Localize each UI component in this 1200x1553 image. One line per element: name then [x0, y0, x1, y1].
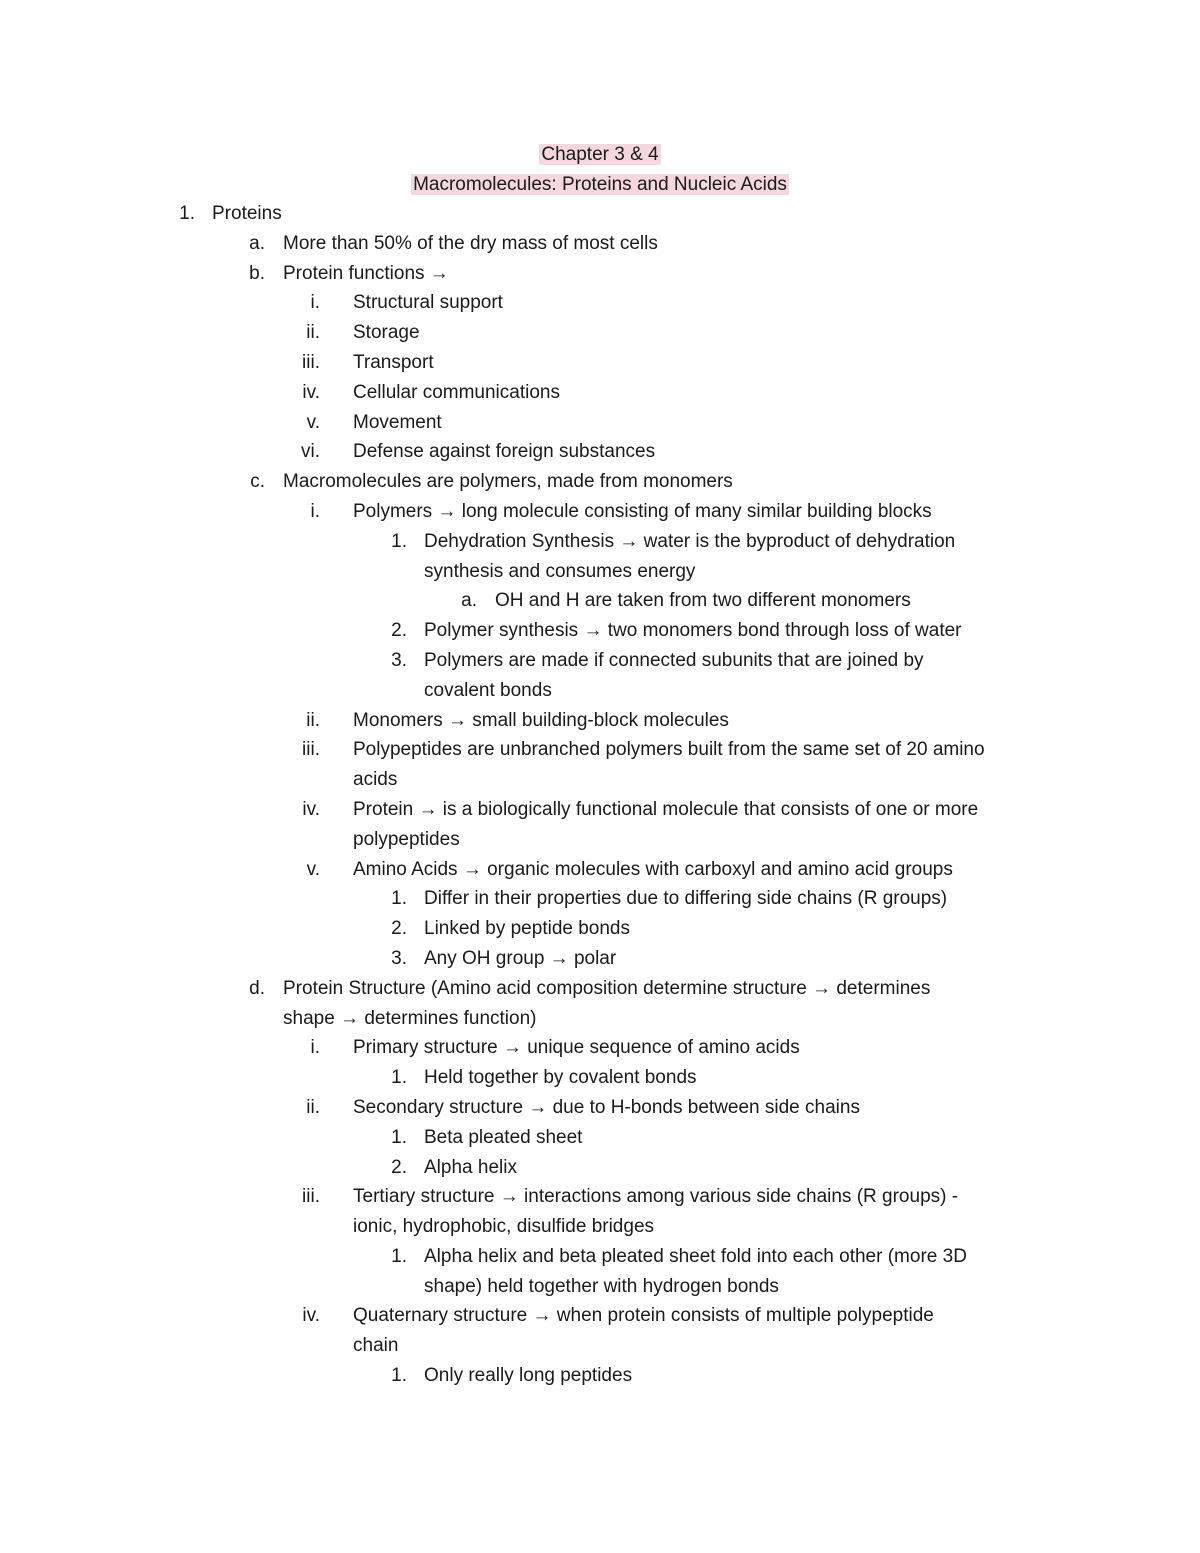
outline-line — [0, 497, 1200, 527]
outline-line — [0, 1301, 1200, 1331]
list-item-text: shape) held together with hydrogen bonds — [424, 1275, 779, 1297]
list-item-text: synthesis and consumes energy — [424, 560, 696, 582]
outline-line — [0, 1093, 1200, 1123]
outline-line — [0, 1182, 1200, 1212]
list-item-text: Polymer synthesis → two monomers bond through loss of water — [424, 620, 962, 642]
list-marker: c. — [250, 471, 265, 493]
outline-line — [0, 1153, 1200, 1183]
list-marker: a. — [249, 232, 265, 254]
outline-line — [0, 557, 1200, 587]
outline-line — [0, 586, 1200, 616]
subtitle-line — [0, 170, 1200, 200]
outline-line — [0, 437, 1200, 467]
outline-line — [0, 229, 1200, 259]
list-item-text: Protein → is a biologically functional molecule that consists of one or more — [353, 798, 979, 820]
list-item-text: shape → determines function) — [283, 1007, 537, 1029]
list-item-text: polypeptides — [353, 828, 460, 850]
outline-line — [0, 914, 1200, 944]
outline-line — [0, 1242, 1200, 1272]
list-marker: iv. — [302, 1305, 320, 1327]
outline-line — [0, 616, 1200, 646]
list-marker: d. — [249, 977, 265, 999]
list-item-text: Polymers → long molecule consisting of many similar building blocks — [353, 500, 932, 522]
list-marker: i. — [310, 500, 320, 522]
outline-line — [0, 1033, 1200, 1063]
outline-line — [0, 735, 1200, 765]
list-item-text: Protein Structure (Amino acid composition determine structure → determines — [283, 977, 931, 999]
outline-line — [0, 408, 1200, 438]
outline-line — [0, 1063, 1200, 1093]
list-marker: i. — [310, 1037, 320, 1059]
list-item-text: Storage — [353, 322, 420, 344]
list-item-text: Only really long peptides — [424, 1365, 633, 1387]
list-item-text: Secondary structure → due to H-bonds between side chains — [353, 1096, 860, 1118]
list-item-text: covalent bonds — [424, 679, 552, 701]
outline-line — [0, 527, 1200, 557]
list-marker: v. — [306, 858, 320, 880]
outline-line — [0, 467, 1200, 497]
list-marker: iii. — [302, 1186, 320, 1208]
outline-line — [0, 318, 1200, 348]
list-marker: 2. — [391, 620, 407, 642]
list-item-text: Proteins — [212, 203, 282, 224]
list-marker: 1. — [391, 1245, 407, 1267]
outline-line — [0, 676, 1200, 706]
list-marker: vi. — [301, 441, 320, 463]
list-item-text: Protein functions → — [283, 262, 449, 284]
list-item-text: acids — [353, 769, 398, 791]
list-item-text: Cellular communications — [353, 381, 560, 403]
list-item-text: Polypeptides are unbranched polymers built from the same set of 20 amino — [353, 739, 985, 761]
list-marker: i. — [310, 292, 320, 314]
title-block — [0, 140, 1200, 200]
list-item-text: OH and H are taken from two different monomers — [495, 590, 911, 612]
outline-line — [0, 646, 1200, 676]
outline-line — [0, 974, 1200, 1004]
list-marker: 3. — [391, 947, 407, 969]
list-item-text: Amino Acids → organic molecules with carboxyl and amino acid groups — [353, 858, 953, 880]
outline-line — [0, 259, 1200, 289]
list-item-text: Alpha helix and beta pleated sheet fold into each other (more 3D — [424, 1245, 967, 1267]
list-item-text: Differ in their properties due to differing side chains (R groups) — [424, 888, 948, 910]
list-item-text: Monomers → small building-block molecules — [353, 709, 729, 731]
list-marker: iii. — [302, 739, 320, 761]
list-marker: a. — [461, 590, 477, 612]
list-marker: ii. — [306, 322, 320, 344]
list-marker: v. — [306, 411, 320, 433]
notes-outline — [0, 199, 1200, 1391]
list-marker: 1. — [391, 1365, 407, 1387]
chapter-title: Chapter 3 & 4 — [541, 144, 659, 165]
list-marker: b. — [249, 262, 265, 284]
list-marker: ii. — [306, 709, 320, 731]
list-item-text: Macromolecules are polymers, made from monomers — [283, 471, 733, 493]
list-item-text: ionic, hydrophobic, disulfide bridges — [353, 1216, 655, 1238]
outline-line — [0, 1123, 1200, 1153]
list-item-text: Tertiary structure → interactions among various side chains (R groups) - — [353, 1186, 959, 1208]
outline-line — [0, 348, 1200, 378]
list-item-text: More than 50% of the dry mass of most cells — [283, 232, 658, 254]
list-marker: 1. — [391, 1067, 407, 1089]
outline-line — [0, 288, 1200, 318]
list-item-text: Primary structure → unique sequence of amino acids — [353, 1037, 800, 1059]
list-marker: 1. — [391, 1126, 407, 1148]
outline-line — [0, 795, 1200, 825]
list-marker: 1. — [391, 888, 407, 910]
list-item-text: Linked by peptide bonds — [424, 918, 630, 940]
list-item-text: Transport — [353, 351, 434, 373]
list-marker: 1. — [391, 530, 407, 552]
list-item-text: Alpha helix — [424, 1156, 517, 1178]
list-item-text: Dehydration Synthesis → water is the byproduct of dehydration — [424, 530, 956, 552]
list-marker: iii. — [302, 351, 320, 373]
outline-line — [0, 855, 1200, 885]
outline-line — [0, 1272, 1200, 1302]
outline-line — [0, 706, 1200, 736]
list-marker: 3. — [391, 649, 407, 671]
document-subtitle: Macromolecules: Proteins and Nucleic Acids — [413, 174, 787, 195]
outline-line — [0, 1361, 1200, 1391]
list-marker: iv. — [302, 381, 320, 403]
list-item-text: Quaternary structure → when protein consists of multiple polypeptide — [353, 1305, 934, 1327]
list-item-text: Beta pleated sheet — [424, 1126, 583, 1148]
outline-line — [0, 199, 1200, 229]
outline-line — [0, 825, 1200, 855]
outline-line — [0, 1004, 1200, 1034]
outline-line — [0, 944, 1200, 974]
outline-line — [0, 1331, 1200, 1361]
list-marker: 2. — [391, 918, 407, 940]
list-item-text: Held together by covalent bonds — [424, 1067, 697, 1089]
outline-line — [0, 378, 1200, 408]
list-item-text: Defense against foreign substances — [353, 441, 656, 463]
list-marker: 1. — [179, 203, 195, 224]
outline-line — [0, 884, 1200, 914]
list-marker: iv. — [302, 798, 320, 820]
list-item-text: chain — [353, 1335, 399, 1357]
list-item-text: Movement — [353, 411, 442, 433]
list-item-text: Polymers are made if connected subunits that are joined by — [424, 649, 924, 671]
outline-line — [0, 765, 1200, 795]
chapter-title-line — [0, 140, 1200, 170]
list-item-text: Any OH group → polar — [424, 947, 617, 969]
list-marker: ii. — [306, 1096, 320, 1118]
list-marker: 2. — [391, 1156, 407, 1178]
outline-line — [0, 1212, 1200, 1242]
list-item-text: Structural support — [353, 292, 503, 314]
